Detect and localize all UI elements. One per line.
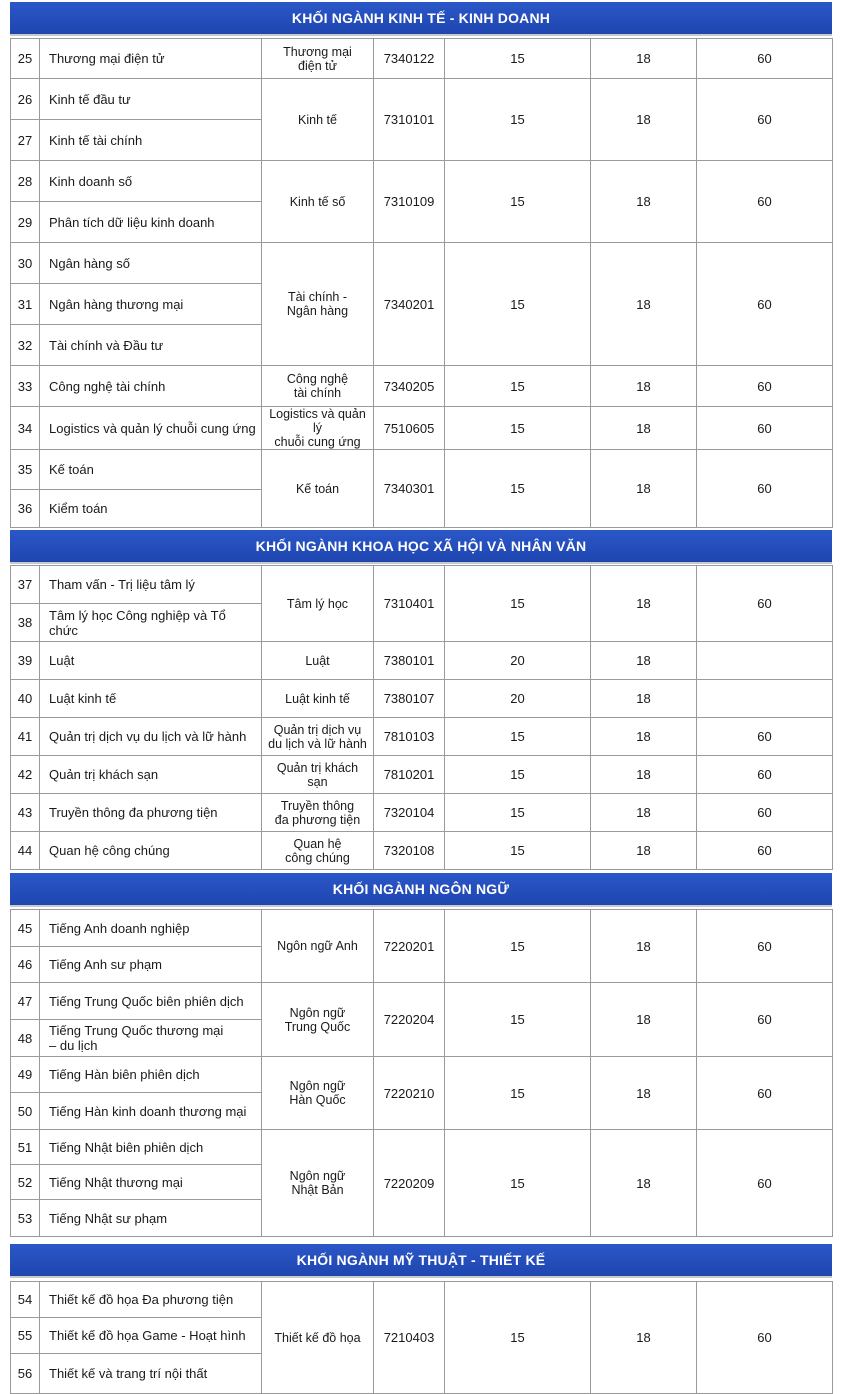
row-number: 34 bbox=[11, 407, 40, 450]
table-row bbox=[11, 1130, 833, 1165]
score-b: 18 bbox=[591, 983, 697, 1057]
score-b: 18 bbox=[591, 407, 697, 450]
major-code: 7340201 bbox=[374, 243, 445, 366]
table-row bbox=[11, 642, 833, 680]
major-code: 7220201 bbox=[374, 910, 445, 983]
score-a: 15 bbox=[445, 832, 591, 870]
program-name: Tiếng Trung Quốc thương mại – du lịch bbox=[40, 1020, 262, 1057]
program-name: Thiết kế đồ họa Đa phương tiện bbox=[40, 1282, 262, 1318]
score-b: 18 bbox=[591, 756, 697, 794]
section-table bbox=[10, 909, 833, 1237]
row-number: 29 bbox=[11, 202, 40, 243]
program-name: Tài chính và Đầu tư bbox=[40, 325, 262, 366]
program-name: Công nghệ tài chính bbox=[40, 366, 262, 407]
score-b: 18 bbox=[591, 243, 697, 366]
score-b: 18 bbox=[591, 642, 697, 680]
major-name: Tâm lý học bbox=[262, 566, 374, 642]
score-a: 15 bbox=[445, 1130, 591, 1237]
score-a: 20 bbox=[445, 680, 591, 718]
row-number: 52 bbox=[11, 1165, 40, 1200]
major-name: Ngôn ngữ Anh bbox=[262, 910, 374, 983]
major-code: 7810201 bbox=[374, 756, 445, 794]
table-row bbox=[11, 450, 833, 490]
major-name: Ngôn ngữ Nhật Bản bbox=[262, 1130, 374, 1237]
row-number: 46 bbox=[11, 947, 40, 983]
score-c: 60 bbox=[697, 366, 833, 407]
row-number: 47 bbox=[11, 983, 40, 1020]
major-code: 7340301 bbox=[374, 450, 445, 528]
section-title: KHỐI NGÀNH MỸ THUẬT - THIẾT KẾ bbox=[296, 1252, 546, 1268]
score-a: 15 bbox=[445, 1057, 591, 1130]
score-c: 60 bbox=[697, 1282, 833, 1394]
table-row bbox=[11, 243, 833, 284]
score-a: 15 bbox=[445, 910, 591, 983]
major-code: 7310101 bbox=[374, 79, 445, 161]
program-name: Tiếng Nhật biên phiên dịch bbox=[40, 1130, 262, 1165]
score-c: 60 bbox=[697, 910, 833, 983]
score-a: 15 bbox=[445, 366, 591, 407]
row-number: 26 bbox=[11, 79, 40, 120]
score-c: 60 bbox=[697, 566, 833, 642]
program-name: Tiếng Hàn kinh doanh thương mại bbox=[40, 1093, 262, 1130]
major-name: Luật bbox=[262, 642, 374, 680]
major-code: 7220210 bbox=[374, 1057, 445, 1130]
section-table bbox=[10, 38, 833, 528]
major-code: 7340122 bbox=[374, 39, 445, 79]
score-c: 60 bbox=[697, 718, 833, 756]
program-name: Logistics và quản lý chuỗi cung ứng bbox=[40, 407, 262, 450]
row-number: 39 bbox=[11, 642, 40, 680]
score-c: 60 bbox=[697, 450, 833, 528]
score-b: 18 bbox=[591, 366, 697, 407]
score-a: 15 bbox=[445, 450, 591, 528]
table-row bbox=[11, 161, 833, 202]
table-row bbox=[11, 566, 833, 604]
table-row bbox=[11, 1282, 833, 1318]
major-name: Quan hệ công chúng bbox=[262, 832, 374, 870]
row-number: 53 bbox=[11, 1200, 40, 1237]
row-number: 32 bbox=[11, 325, 40, 366]
row-number: 44 bbox=[11, 832, 40, 870]
major-name: Quản trị dịch vụ du lịch và lữ hành bbox=[262, 718, 374, 756]
major-name: Ngôn ngữ Hàn Quốc bbox=[262, 1057, 374, 1130]
program-name: Kinh tế tài chính bbox=[40, 120, 262, 161]
row-number: 37 bbox=[11, 566, 40, 604]
score-a: 15 bbox=[445, 243, 591, 366]
score-a: 15 bbox=[445, 718, 591, 756]
major-name: Ngôn ngữ Trung Quốc bbox=[262, 983, 374, 1057]
major-name: Kế toán bbox=[262, 450, 374, 528]
row-number: 25 bbox=[11, 39, 40, 79]
row-number: 55 bbox=[11, 1318, 40, 1354]
major-name: Quản trị khách sạn bbox=[262, 756, 374, 794]
program-name: Quản trị dịch vụ du lịch và lữ hành bbox=[40, 718, 262, 756]
score-b: 18 bbox=[591, 832, 697, 870]
program-name: Luật bbox=[40, 642, 262, 680]
row-number: 43 bbox=[11, 794, 40, 832]
program-name: Tiếng Anh doanh nghiệp bbox=[40, 910, 262, 947]
score-c bbox=[697, 642, 833, 680]
major-code: 7380101 bbox=[374, 642, 445, 680]
score-c: 60 bbox=[697, 794, 833, 832]
major-name: Công nghệ tài chính bbox=[262, 366, 374, 407]
program-name: Tâm lý học Công nghiệp và Tổ chức bbox=[40, 604, 262, 642]
score-b: 18 bbox=[591, 161, 697, 243]
major-code: 7210403 bbox=[374, 1282, 445, 1394]
program-name: Quan hệ công chúng bbox=[40, 832, 262, 870]
major-code: 7320104 bbox=[374, 794, 445, 832]
section-header bbox=[10, 530, 832, 562]
section-title: KHỐI NGÀNH KINH TẾ - KINH DOANH bbox=[291, 10, 551, 26]
program-name: Tiếng Nhật thương mại bbox=[40, 1165, 262, 1200]
row-number: 41 bbox=[11, 718, 40, 756]
score-a: 15 bbox=[445, 794, 591, 832]
program-name: Kiểm toán bbox=[40, 490, 262, 528]
row-number: 54 bbox=[11, 1282, 40, 1318]
major-code: 7220204 bbox=[374, 983, 445, 1057]
major-name: Kinh tế số bbox=[262, 161, 374, 243]
row-number: 38 bbox=[11, 604, 40, 642]
score-a: 15 bbox=[445, 407, 591, 450]
program-name: Thiết kế và trang trí nội thất bbox=[40, 1354, 262, 1394]
score-a: 15 bbox=[445, 566, 591, 642]
score-a: 15 bbox=[445, 1282, 591, 1394]
score-a: 20 bbox=[445, 642, 591, 680]
major-code: 7510605 bbox=[374, 407, 445, 450]
table-row bbox=[11, 366, 833, 407]
score-c: 60 bbox=[697, 832, 833, 870]
program-name: Tham vấn - Trị liệu tâm lý bbox=[40, 566, 262, 604]
major-code: 7220209 bbox=[374, 1130, 445, 1237]
row-number: 56 bbox=[11, 1354, 40, 1394]
score-c: 60 bbox=[697, 243, 833, 366]
program-name: Tiếng Nhật sư phạm bbox=[40, 1200, 262, 1237]
score-a: 15 bbox=[445, 756, 591, 794]
row-number: 45 bbox=[11, 910, 40, 947]
table-row bbox=[11, 39, 833, 79]
program-name: Ngân hàng thương mại bbox=[40, 284, 262, 325]
program-name: Quản trị khách sạn bbox=[40, 756, 262, 794]
row-number: 48 bbox=[11, 1020, 40, 1057]
score-b: 18 bbox=[591, 1057, 697, 1130]
program-name: Tiếng Trung Quốc biên phiên dịch bbox=[40, 983, 262, 1020]
major-code: 7310109 bbox=[374, 161, 445, 243]
row-number: 33 bbox=[11, 366, 40, 407]
section-header bbox=[10, 873, 832, 905]
program-name: Thương mại điện tử bbox=[40, 39, 262, 79]
program-name: Kinh doanh số bbox=[40, 161, 262, 202]
score-c: 60 bbox=[697, 983, 833, 1057]
score-b: 18 bbox=[591, 566, 697, 642]
program-name: Kế toán bbox=[40, 450, 262, 490]
table-row bbox=[11, 983, 833, 1020]
program-name: Kinh tế đầu tư bbox=[40, 79, 262, 120]
score-c: 60 bbox=[697, 756, 833, 794]
major-code: 7340205 bbox=[374, 366, 445, 407]
major-name: Truyền thông đa phương tiện bbox=[262, 794, 374, 832]
score-a: 15 bbox=[445, 39, 591, 79]
section-title: KHỐI NGÀNH KHOA HỌC XÃ HỘI VÀ NHÂN VĂN bbox=[255, 538, 587, 554]
program-name: Luật kinh tế bbox=[40, 680, 262, 718]
score-c: 60 bbox=[697, 39, 833, 79]
score-b: 18 bbox=[591, 1282, 697, 1394]
score-a: 15 bbox=[445, 79, 591, 161]
major-name: Tài chính - Ngân hàng bbox=[262, 243, 374, 366]
major-name: Luật kinh tế bbox=[262, 680, 374, 718]
program-name: Tiếng Hàn biên phiên dịch bbox=[40, 1057, 262, 1093]
score-b: 18 bbox=[591, 718, 697, 756]
table-row bbox=[11, 832, 833, 870]
score-b: 18 bbox=[591, 910, 697, 983]
major-code: 7810103 bbox=[374, 718, 445, 756]
row-number: 31 bbox=[11, 284, 40, 325]
major-name: Thương mại điện tử bbox=[262, 39, 374, 79]
score-b: 18 bbox=[591, 1130, 697, 1237]
table-row bbox=[11, 407, 833, 450]
row-number: 51 bbox=[11, 1130, 40, 1165]
program-name: Ngân hàng số bbox=[40, 243, 262, 284]
section-table bbox=[10, 1281, 833, 1394]
row-number: 27 bbox=[11, 120, 40, 161]
score-a: 15 bbox=[445, 161, 591, 243]
score-b: 18 bbox=[591, 79, 697, 161]
row-number: 36 bbox=[11, 490, 40, 528]
row-number: 49 bbox=[11, 1057, 40, 1093]
section-table bbox=[10, 565, 833, 870]
row-number: 42 bbox=[11, 756, 40, 794]
score-b: 18 bbox=[591, 680, 697, 718]
score-c: 60 bbox=[697, 1130, 833, 1237]
table-row bbox=[11, 1057, 833, 1093]
section-title: KHỐI NGÀNH NGÔN NGỮ bbox=[332, 881, 510, 897]
row-number: 40 bbox=[11, 680, 40, 718]
table-row bbox=[11, 680, 833, 718]
program-name: Truyền thông đa phương tiện bbox=[40, 794, 262, 832]
major-name: Thiết kế đồ họa bbox=[262, 1282, 374, 1394]
table-row bbox=[11, 79, 833, 120]
score-c: 60 bbox=[697, 1057, 833, 1130]
major-name: Logistics và quản lý chuỗi cung ứng bbox=[262, 407, 374, 450]
program-name: Thiết kế đồ họa Game - Hoạt hình bbox=[40, 1318, 262, 1354]
score-c: 60 bbox=[697, 161, 833, 243]
score-c: 60 bbox=[697, 407, 833, 450]
table-row bbox=[11, 718, 833, 756]
major-code: 7310401 bbox=[374, 566, 445, 642]
program-name: Phân tích dữ liệu kinh doanh bbox=[40, 202, 262, 243]
row-number: 30 bbox=[11, 243, 40, 284]
section-header bbox=[10, 2, 832, 34]
score-b: 18 bbox=[591, 794, 697, 832]
table-row bbox=[11, 910, 833, 947]
score-c: 60 bbox=[697, 79, 833, 161]
score-b: 18 bbox=[591, 39, 697, 79]
table-row bbox=[11, 794, 833, 832]
score-b: 18 bbox=[591, 450, 697, 528]
score-c bbox=[697, 680, 833, 718]
table-row bbox=[11, 756, 833, 794]
program-name: Tiếng Anh sư phạm bbox=[40, 947, 262, 983]
row-number: 28 bbox=[11, 161, 40, 202]
major-name: Kinh tế bbox=[262, 79, 374, 161]
score-a: 15 bbox=[445, 983, 591, 1057]
major-code: 7320108 bbox=[374, 832, 445, 870]
major-code: 7380107 bbox=[374, 680, 445, 718]
row-number: 50 bbox=[11, 1093, 40, 1130]
section-header bbox=[10, 1244, 832, 1276]
row-number: 35 bbox=[11, 450, 40, 490]
